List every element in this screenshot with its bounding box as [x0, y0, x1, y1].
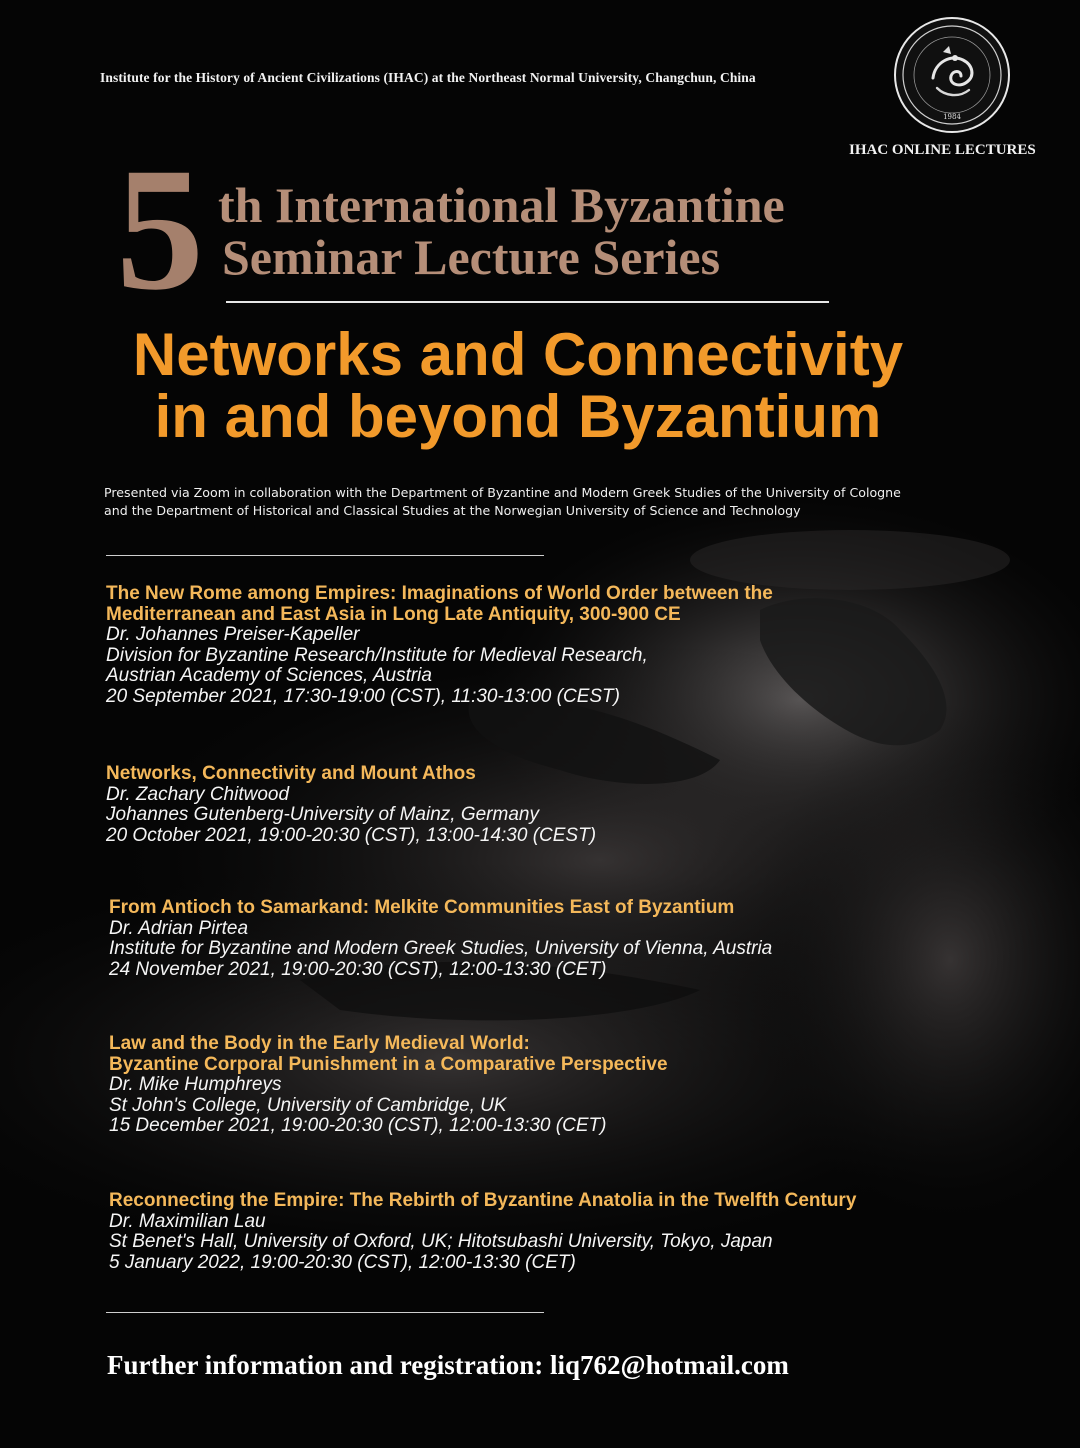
- title-divider: [226, 301, 829, 303]
- section-divider-bottom: [106, 1312, 544, 1313]
- lecture-affiliation: St Benet's Hall, University of Oxford, UK; Hitotsubashi University, Tokyo, Japan: [109, 1231, 773, 1252]
- series-number: 5: [116, 132, 204, 327]
- lecture-title: From Antioch to Samarkand: Melkite Communities East of Byzantium: [109, 897, 735, 918]
- lecture-affiliation: Johannes Gutenberg-University of Mainz, Germany: [106, 804, 539, 825]
- lecture-date: 24 November 2021, 19:00-20:30 (CST), 12:00-13:30 (CET): [109, 958, 607, 980]
- lecture-affiliation: Austrian Academy of Sciences, Austria: [106, 665, 432, 686]
- institute-name: Institute for the History of Ancient Civilizations (IHAC) at the Northeast Normal University, Changchun, China: [100, 70, 756, 85]
- lecture-item: [106, 764, 596, 846]
- lecture-item: [109, 1191, 856, 1273]
- lecture-item: [109, 1034, 668, 1137]
- lecture-date: 5 January 2022, 19:00-20:30 (CST), 12:00-13:30 (CET): [109, 1251, 576, 1273]
- seal-year: 1984: [943, 113, 961, 121]
- main-title-line1: Networks and Connectivity: [132, 321, 904, 388]
- lecture-speaker: Dr. Adrian Pirtea: [109, 917, 249, 939]
- series-title-line2: Seminar Lecture Series: [222, 229, 721, 285]
- lecture-speaker: Dr. Zachary Chitwood: [106, 783, 290, 805]
- ihac-seal-logo: [893, 16, 1011, 134]
- lecture-title: Mediterranean and East Asia in Long Late Antiquity, 300-900 CE: [106, 603, 681, 625]
- lecture-date: 20 October 2021, 19:00-20:30 (CST), 13:00-14:30 (CEST): [106, 824, 597, 846]
- registration-info: Further information and registration: liq762@hotmail.com: [107, 1350, 789, 1380]
- lecture-date: 20 September 2021, 17:30-19:00 (CST), 11:30-13:00 (CEST): [106, 685, 620, 707]
- lecture-affiliation: St John's College, University of Cambridge, UK: [109, 1094, 507, 1116]
- section-divider-top: [106, 555, 544, 556]
- lecture-title: Networks, Connectivity and Mount Athos: [106, 763, 476, 784]
- lecture-item: [109, 898, 772, 980]
- series-title-line1: th International Byzantine: [218, 177, 785, 233]
- presented-line1: Presented via Zoom in collaboration with the Department of Byzantine and Modern Greek Studies of the University of Cologne: [104, 485, 901, 500]
- presented-line2: and the Department of Historical and Classical Studies at the Norwegian University of Science and Technology: [104, 503, 801, 518]
- lecture-title: Byzantine Corporal Punishment in a Comparative Perspective: [109, 1053, 668, 1075]
- presented-note: [104, 484, 1004, 520]
- main-title-line2: in and beyond Byzantium: [154, 383, 882, 450]
- lecture-speaker: Dr. Mike Humphreys: [109, 1074, 282, 1095]
- lecture-title: The New Rome among Empires: Imaginations of World Order between the: [106, 583, 773, 604]
- lecture-date: 15 December 2021, 19:00-20:30 (CST), 12:00-13:30 (CET): [109, 1115, 607, 1136]
- lecture-speaker: Dr. Johannes Preiser-Kapeller: [106, 624, 360, 645]
- lecture-title: Reconnecting the Empire: The Rebirth of Byzantine Anatolia in the Twelfth Century: [109, 1190, 857, 1211]
- lecture-title: Law and the Body in the Early Medieval World:: [109, 1033, 530, 1054]
- lecture-affiliation: Institute for Byzantine and Modern Greek Studies, University of Vienna, Austria: [109, 938, 773, 959]
- lecture-affiliation: Division for Byzantine Research/Institute for Medieval Research,: [106, 644, 648, 666]
- lecture-item: [106, 584, 773, 707]
- online-lectures-label: IHAC ONLINE LECTURES: [849, 142, 1036, 158]
- lecture-speaker: Dr. Maximilian Lau: [109, 1210, 266, 1232]
